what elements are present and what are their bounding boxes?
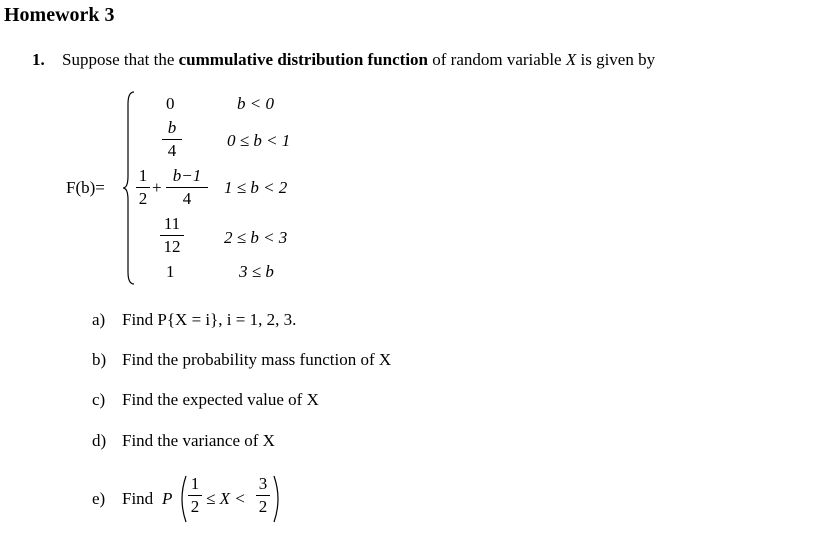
case-1-value: 0: [166, 94, 175, 113]
part-e-upper-fraction: [256, 474, 270, 517]
fraction-bar: [160, 235, 184, 236]
part-e-lo-num: 1: [190, 474, 200, 493]
part-e-hi-num: 3: [258, 474, 268, 493]
part-e-label: e): [92, 489, 106, 508]
fraction-bar: [256, 495, 270, 496]
case-3-first-fraction: [136, 166, 150, 209]
part-e-text: Find: [122, 489, 154, 508]
part-d-text: Find the variance of X: [122, 431, 275, 450]
left-brace: [122, 90, 136, 286]
case-4-condition: 2 ≤ b < 3: [224, 228, 288, 247]
problem-variable: X: [565, 50, 577, 69]
part-e: [92, 489, 153, 509]
part-b-label: b): [92, 350, 107, 369]
case-3-second-fraction: [166, 166, 208, 209]
case-2-condition: 0 ≤ b < 1: [227, 131, 291, 150]
part-e-relation: ≤ X <: [206, 489, 246, 508]
part-b: [92, 350, 391, 370]
part-d: [92, 431, 275, 451]
case-5-value: 1: [166, 262, 175, 281]
part-c-label: c): [92, 390, 106, 409]
case-4-value: [160, 214, 184, 257]
fraction-bar: [188, 495, 202, 496]
fraction-bar: [166, 187, 208, 188]
case-2-value: [162, 118, 182, 161]
case-4-den: 12: [163, 237, 181, 256]
part-c-text: Find the expected value of X: [122, 390, 319, 409]
part-c: [92, 390, 319, 410]
case-4-num: 11: [163, 214, 181, 233]
case-3-b-num: b−1: [172, 166, 202, 185]
left-paren: [176, 474, 188, 524]
case-3-condition: 1 ≤ b < 2: [224, 178, 288, 197]
part-d-label: d): [92, 431, 107, 450]
case-3-a-den: 2: [138, 189, 148, 208]
case-2-num: b: [167, 118, 177, 137]
case-2-den: 4: [167, 141, 177, 160]
fraction-bar: [162, 139, 182, 140]
part-b-text: Find the probability mass function of X: [122, 350, 392, 369]
case-1-condition: b < 0: [237, 94, 274, 113]
part-a-label: a): [92, 310, 106, 329]
case-5-condition: 3 ≤ b: [239, 262, 274, 281]
part-e-probability: P: [162, 489, 173, 508]
part-e-hi-den: 2: [258, 497, 268, 516]
part-a: [92, 310, 296, 330]
page-title: Homework 3: [4, 4, 115, 26]
case-3-plus: +: [152, 178, 162, 197]
right-paren: [272, 474, 284, 524]
problem-text-bold: cummulative distribution function: [178, 50, 428, 69]
cdf-lhs: F(b)=: [66, 178, 105, 197]
problem-statement: [62, 50, 655, 70]
part-e-lower-fraction: [188, 474, 202, 517]
case-3-a-num: 1: [138, 166, 148, 185]
problem-text-end: is given by: [576, 50, 656, 69]
part-a-text: Find P{X = i}, i = 1, 2, 3.: [122, 310, 297, 329]
part-e-lo-den: 2: [190, 497, 200, 516]
problem-text-before: Suppose that the: [62, 50, 179, 69]
fraction-bar: [136, 187, 150, 188]
problem-number: 1.: [32, 50, 45, 69]
problem-text-after: of random variable: [428, 50, 566, 69]
case-3-b-den: 4: [182, 189, 192, 208]
